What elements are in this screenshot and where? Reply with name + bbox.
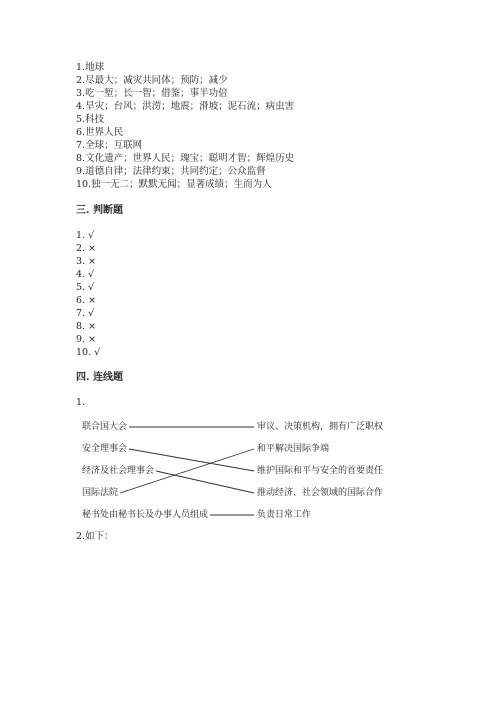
- answer-line: 2.尽最大；减灾共同体；预防；减少: [76, 75, 228, 86]
- answer-line: 5.科技: [76, 114, 105, 125]
- question-1-label: 1.: [76, 397, 86, 408]
- judgement-item: 6. ×: [76, 295, 97, 306]
- judgement-item: 5. √: [76, 282, 95, 293]
- match-right-item: 和平解决国际争端: [257, 444, 330, 454]
- match-right-item: 负责日常工作: [257, 510, 312, 520]
- judgement-item: 10. √: [76, 347, 101, 358]
- answer-line: 1.地球: [76, 62, 105, 73]
- answer-line: 8.文化遗产；世界人民；瑰宝；聪明才智；辉煌历史: [76, 153, 295, 164]
- answer-line: 9.道德自律；法律约束；共同约定；公众监督: [76, 166, 266, 177]
- judgement-item: 1. √: [76, 230, 95, 241]
- match-left-item: 国际法院: [82, 488, 119, 498]
- match-left-item: 安全理事会: [82, 444, 128, 454]
- judgement-item: 3. ×: [76, 256, 97, 267]
- connection-line: [120, 449, 254, 493]
- section-4-title: 四. 连线题: [76, 372, 123, 383]
- connection-line: [129, 449, 254, 471]
- answer-line: 4.旱灾；台风；洪涝；地震；滑坡；泥石流；病虫害: [76, 101, 295, 112]
- match-left-item: 经济及社会理事会: [82, 466, 155, 476]
- match-right-item: 审议、决策机构，拥有广泛职权: [257, 422, 384, 432]
- section-3-title: 三. 判断题: [76, 205, 123, 216]
- answer-line: 10.独一无二；默默无闻；显著成绩；生而为人: [76, 179, 272, 190]
- match-left-item: 联合国大会: [82, 422, 128, 432]
- match-left-item: 秘书处由秘书长及办事人员组成: [82, 510, 209, 520]
- judgement-item: 7. √: [76, 308, 95, 319]
- question-2-label: 2.如下：: [76, 531, 114, 542]
- match-right-item: 维护国际和平与安全的首要责任: [257, 466, 384, 476]
- judgement-item: 8. ×: [76, 321, 97, 332]
- judgement-item: 4. √: [76, 269, 95, 280]
- connection-line: [156, 471, 254, 493]
- judgement-item: 9. ×: [76, 334, 97, 345]
- answer-line: 6.世界人民: [76, 127, 124, 138]
- judgement-item: 2. ×: [76, 243, 97, 254]
- answer-line: 3.吃一堑；长一智；借鉴；事半功倍: [76, 88, 228, 99]
- answer-line: 7.全球；互联网: [76, 140, 143, 151]
- match-right-item: 推动经济、社会领域的国际合作: [257, 488, 384, 498]
